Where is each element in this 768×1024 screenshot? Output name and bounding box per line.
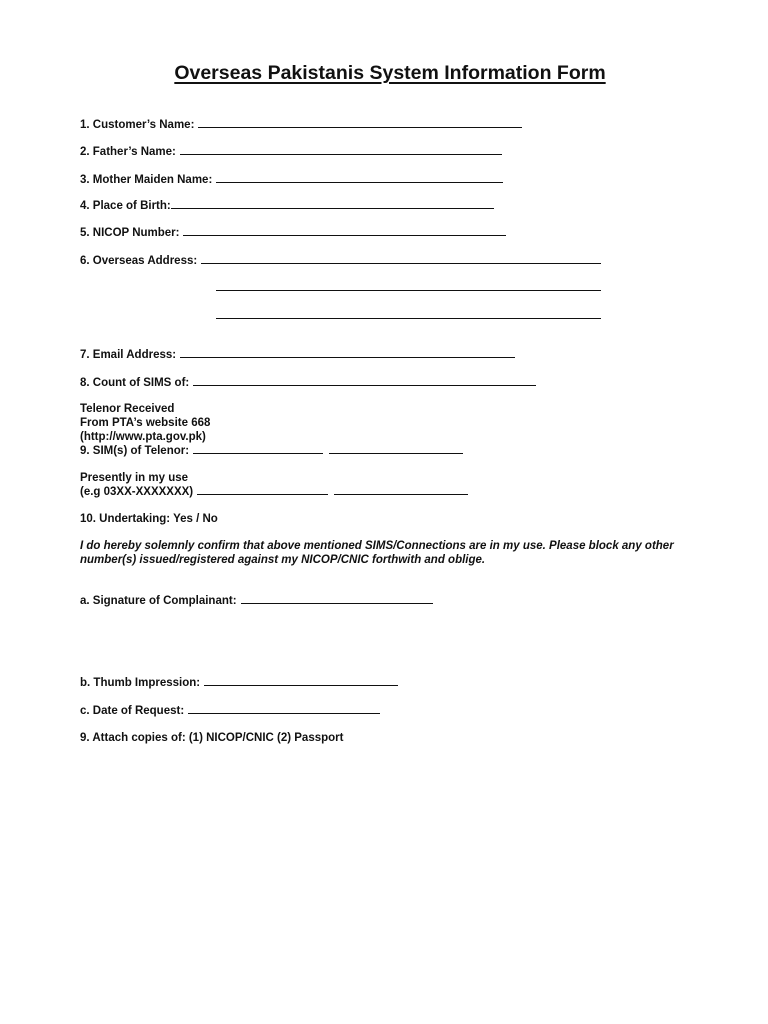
overseas-address-row bbox=[80, 254, 601, 268]
overseas-address-field-3[interactable] bbox=[216, 318, 601, 319]
customer-name-row bbox=[80, 118, 522, 132]
thumb-impression-field[interactable] bbox=[204, 676, 398, 686]
count-of-sims-row bbox=[80, 376, 536, 390]
nicop-number-field[interactable] bbox=[183, 226, 506, 236]
signature-label: a. Signature of Complainant: bbox=[80, 595, 237, 607]
overseas-address-field-1[interactable] bbox=[201, 254, 601, 264]
date-of-request-row bbox=[80, 704, 380, 718]
count-of-sims-label: 8. Count of SIMS of: bbox=[80, 377, 190, 389]
signature-field[interactable] bbox=[241, 594, 433, 604]
undertaking-label: 10. Undertaking: Yes / No bbox=[80, 513, 218, 525]
place-of-birth-label: 4. Place of Birth: bbox=[80, 200, 171, 212]
nicop-number-label: 5. NICOP Number: bbox=[80, 227, 180, 239]
undertaking-statement: I do hereby solemnly confirm that above mentioned SIMS/Connections are in my use. Please block any other number(s) issued/registered against my NICOP/CNIC forthwith and oblige. bbox=[80, 540, 674, 566]
father-name-field[interactable] bbox=[180, 145, 502, 155]
overseas-address-field-2[interactable] bbox=[216, 290, 601, 291]
presently-note bbox=[80, 471, 468, 499]
overseas-address-label: 6. Overseas Address: bbox=[80, 255, 198, 267]
presently-sim-field-2[interactable] bbox=[334, 485, 468, 495]
email-address-row bbox=[80, 348, 515, 362]
place-of-birth-field[interactable] bbox=[171, 199, 494, 209]
telenor-sim-field-2[interactable] bbox=[329, 444, 463, 454]
mother-maiden-name-row bbox=[80, 173, 503, 187]
telenor-note-line2: From PTA’s website 668 bbox=[80, 417, 211, 429]
thumb-impression-label: b. Thumb Impression: bbox=[80, 677, 201, 689]
telenor-sims-row bbox=[80, 444, 463, 458]
presently-sims-row bbox=[80, 485, 468, 499]
mother-maiden-name-label: 3. Mother Maiden Name: bbox=[80, 174, 213, 186]
nicop-number-row bbox=[80, 226, 506, 240]
presently-sim-field-1[interactable] bbox=[197, 485, 328, 495]
father-name-row bbox=[80, 145, 502, 159]
father-name-label: 2. Father’s Name: bbox=[80, 146, 176, 158]
attach-copies-row bbox=[80, 731, 343, 745]
telenor-note bbox=[80, 402, 463, 458]
telenor-note-line3: (http://www.pta.gov.pk) bbox=[80, 431, 206, 443]
place-of-birth-row bbox=[80, 199, 494, 213]
presently-note-line2: (e.g 03XX-XXXXXXX) bbox=[80, 486, 194, 498]
date-of-request-field[interactable] bbox=[188, 704, 380, 714]
email-address-label: 7. Email Address: bbox=[80, 349, 177, 361]
count-of-sims-field[interactable] bbox=[193, 376, 536, 386]
customer-name-field[interactable] bbox=[198, 118, 522, 128]
presently-note-line1: Presently in my use bbox=[80, 472, 189, 484]
date-of-request-label: c. Date of Request: bbox=[80, 705, 185, 717]
attach-copies-label: 9. Attach copies of: (1) NICOP/CNIC (2) Passport bbox=[80, 732, 344, 744]
customer-name-label: 1. Customer’s Name: bbox=[80, 119, 195, 131]
mother-maiden-name-field[interactable] bbox=[216, 173, 503, 183]
telenor-sim-field-1[interactable] bbox=[193, 444, 323, 454]
telenor-note-line1: Telenor Received bbox=[80, 403, 175, 415]
form-title-text: Overseas Pakistanis System Information Form bbox=[174, 62, 606, 84]
form-title bbox=[0, 61, 768, 85]
signature-row bbox=[80, 594, 433, 608]
email-address-field[interactable] bbox=[180, 348, 515, 358]
telenor-sims-label: 9. SIM(s) of Telenor: bbox=[80, 445, 190, 457]
undertaking-row bbox=[80, 512, 218, 526]
thumb-impression-row bbox=[80, 676, 398, 690]
